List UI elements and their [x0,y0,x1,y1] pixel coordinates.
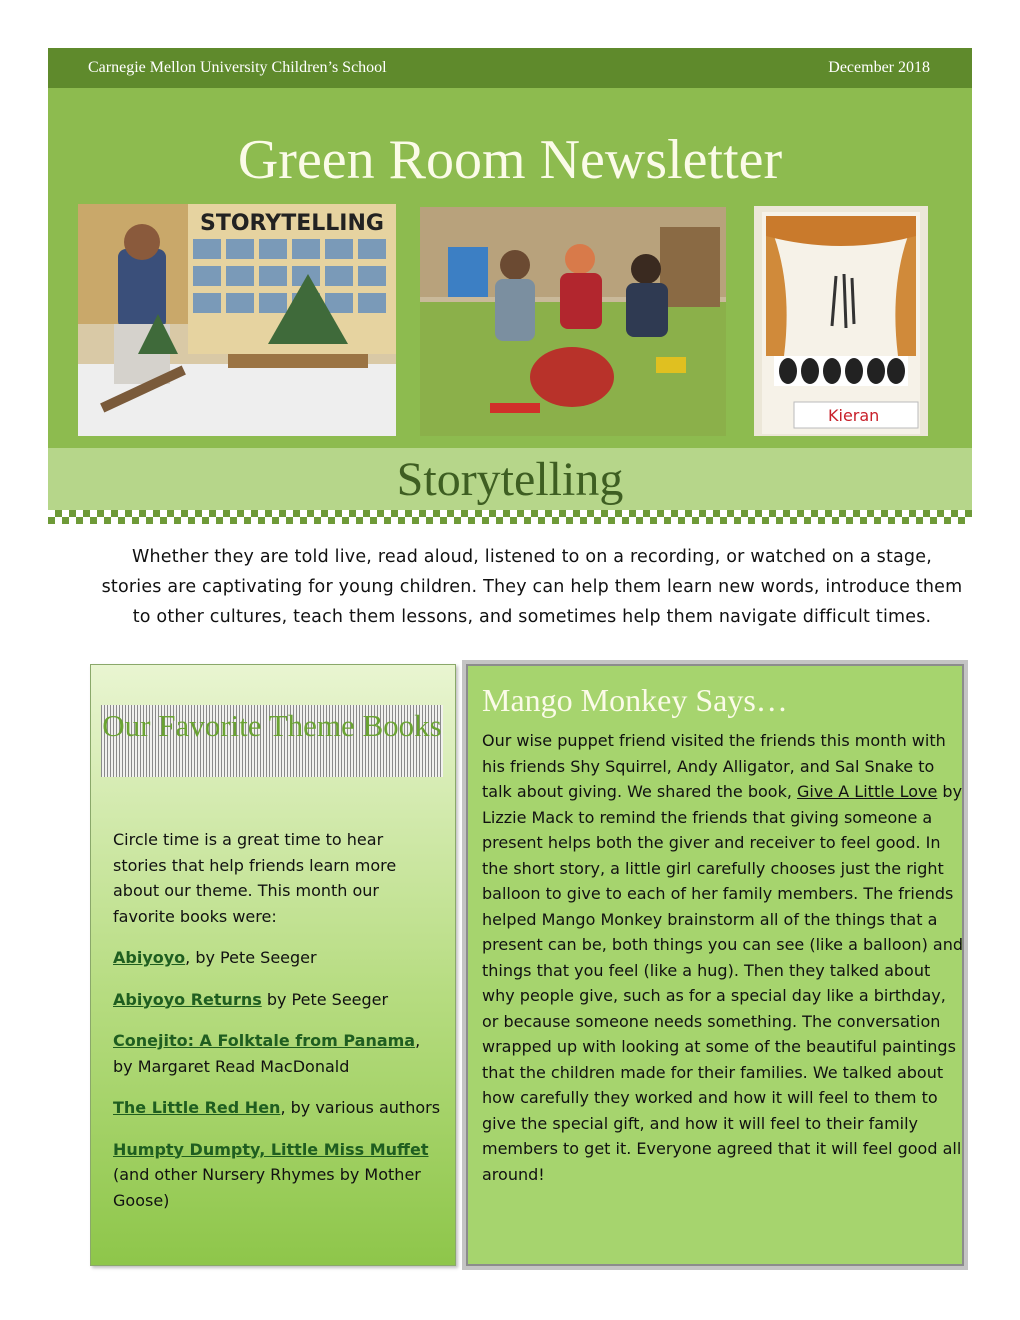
mango-monkey-body [482,728,964,1187]
book-author: by Pete Seeger [261,989,389,1009]
favorite-books-panel [90,664,456,1266]
book-author: , by Margaret Read MacDonald [113,1031,421,1076]
book-item [113,987,441,1013]
mango-book-title: Give A Little Love [797,782,938,801]
intro-paragraph: Whether they are told live, read aloud, listened to on a recording, or watched on a stage, stories are captivating for young children. They can help them learn new words, introduce them to other cultures, teach them lessons, and sometimes help them navigate difficult times. [101,547,963,627]
book-title: Conejito: A Folktale from Panama [113,1031,416,1050]
mango-text-after: by Lizzie Mack to remind the friends that giving someone a present helps both the giver and receiver to feel good. In the short story, a little girl carefully chooses just the right balloon to give to each of her family members. The friends helped Mango Monkey brainstorm all of the things that a present can be, both things you can see (like a balloon) and things that you feel (like a hug). Then they talked about why people give, such as for a special day like a birthday, or because someone needs something. The conversation wrapped up with looking at some of the beautiful paintings that the children made for their families. We talked about how carefully they worked and how it will feel to them to give the special gift, and how it will feel to their family members to get it. Everyone agreed that it will feel good all around! [482,782,963,1184]
photo-storytelling-display [78,204,396,436]
favorite-books-body [113,827,441,1229]
issue-date: December 2018 [828,59,930,76]
theme-bar [48,448,972,510]
book-author: , by various authors [280,1098,441,1117]
artwork-name-label: Kieran [828,406,880,425]
theme-title: Storytelling [396,453,624,506]
mango-text-before: Our wise puppet friend visited the friends this month with his friends Shy Squirrel, Andy Alligator, and Sal Snake to talk about giving. We shared the book, [482,731,946,801]
newsletter-title: Green Room Newsletter [237,129,783,191]
header-bar [48,48,972,88]
book-item [113,1137,441,1214]
books-intro: Circle time is a great time to hear stories that help friends learn more about our theme. This month our favorite books were: [113,830,397,926]
mango-monkey-heading: Mango Monkey Says… [482,682,788,718]
book-title: Humpty Dumpty, Little Miss Muffet [113,1139,429,1159]
book-title: Abiyoyo Returns [113,989,262,1009]
photo-childs-artwork [754,206,928,436]
mango-monkey-panel [462,660,968,1270]
favorite-books-header [101,705,443,777]
book-item [113,1028,441,1079]
book-author: , by Pete Seeger [185,948,317,967]
book-title: The Little Red Hen [113,1098,281,1117]
photo-children-playing [420,207,726,436]
school-name: Carnegie Mellon University Children’s School [88,59,387,76]
book-item [113,1095,441,1121]
storytelling-sign: STORYTELLING [200,211,384,236]
book-title: Abiyoyo [113,948,186,967]
book-item [113,945,441,971]
favorite-books-heading: Our Favorite Theme Books [102,708,442,743]
checker-divider [48,510,972,524]
book-author: (and other Nursery Rhymes by Mother Goose) [113,1165,421,1210]
